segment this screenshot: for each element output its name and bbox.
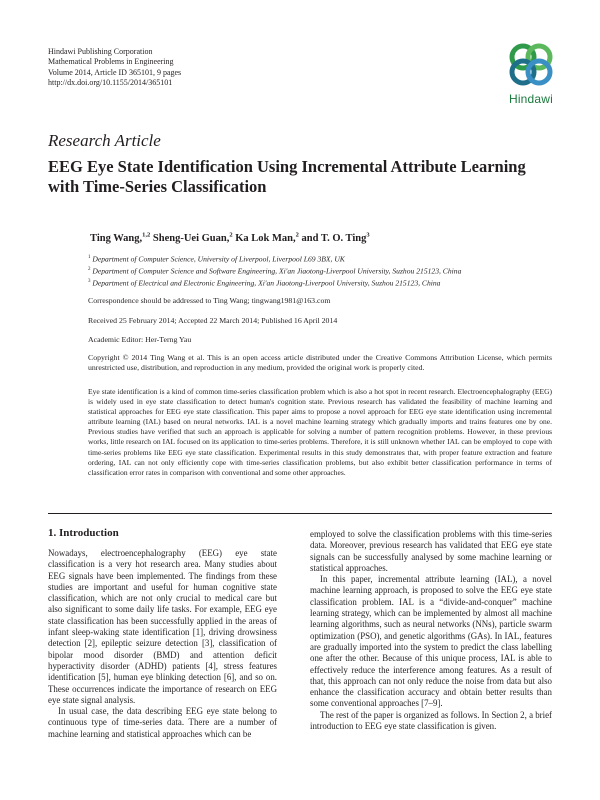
journal-name: Mathematical Problems in Engineering xyxy=(48,57,174,67)
paragraph: employed to solve the classification problems with this time-series data. Moreover, previous research has validated that EEG eye state signals can be successfully analysed by some machine learning or statistical approaches. xyxy=(310,529,552,573)
divider xyxy=(48,513,552,514)
publisher-name: Hindawi Publishing Corporation xyxy=(48,47,153,56)
left-column xyxy=(48,548,277,740)
hindawi-logo-icon xyxy=(500,40,562,92)
author-list xyxy=(90,231,370,244)
paragraph: The rest of the paper is organized as follows. In Section 2, a brief introduction to EEG eye state classification is given. xyxy=(310,709,552,732)
correspondence: Correspondence should be addressed to Ting Wang; tingwang1981@163.com xyxy=(88,296,331,305)
author-3: Ka Lok Man,$^2$ xyxy=(235,231,299,244)
volume-info: Volume 2014, Article ID 365101, 9 pages xyxy=(48,67,182,77)
author-1: Ting Wang,$^{1,2}$ xyxy=(90,231,151,244)
paper-title: EEG Eye State Identification Using Incremental Attribute Learning with Time-Series Classification xyxy=(48,157,526,196)
article-type: Research Article xyxy=(48,131,161,150)
affiliation-2: $^2$ Department of Computer Science and Software Engineering, Xi'an Jiaotong-Liverpool University, Suzhou 215123, China xyxy=(88,266,462,276)
copyright-notice: Copyright © 2014 Ting Wang et al. This is an open access article distributed under the Creative Commons Attribution License, which permits unrestricted use, distribution, and reproduction in any medium, provided the original work is properly cited. xyxy=(88,353,552,373)
abstract: Eye state identification is a kind of common time-series classification problem which is also a hot spot in recent research. Electroencephalography (EEG) is widely used in eye state classification to detect human's cognition state. Previous research has validated the feasibility of machine learning and statistical approaches for EEG eye state classification. This paper aims to propose a novel approach for EEG eye state identification using incremental attribute learning (IAL) based on neural networks. IAL is a novel machine learning strategy which gradually imports and trains features one by one. Previous studies have verified that such an approach is applicable for solving a number of pattern recognition problems. However, in these previous works, little research on IAL focused on its application to time-series problems. Therefore, it is still unknown whether IAL can be employed to cope with time-series problems like EEG eye state classification. Experimental results in this study demonstrates that, with proper feature extraction and feature ordering, IAL can not only efficiently cope with time-series classification problems, but also exhibit better classification performance in terms of classification error rates in comparison with conventional and some other approaches. xyxy=(88,387,552,477)
publication-dates: Received 25 February 2014; Accepted 22 March 2014; Published 16 April 2014 xyxy=(88,316,338,325)
paragraph: In this paper, incremental attribute learning (IAL), a novel machine learning approach, is proposed to solve the EEG eye state classification problem. IAL is a “divide-and-conquer” machine learning strategy, which can be implemented by almost all machine learning algorithms, such as neural networks (NNs), particle swarm optimization (PSO), and genetic algorithms (GAs). In IAL, features are gradually imported into the system to predict the class labelling one after the other. Because of this unique process, IAL is able to effectively reduce the interference among features. As a result of that, this approach can not only reduce the noise from data but also enhance the classification accuracy and obtain better results than some conventional approaches [7–9]. xyxy=(310,574,552,709)
paragraph: Nowadays, electroencephalography (EEG) eye state classification is a very hot research area. Many studies about EEG signals have been implemented. The findings from these studies are important and useful for human cognitive state classification, which are not only crucial to medical care but also significant to some daily life tasks. For example, EEG eye state classification has been successfully applied in the areas of infant sleep-waking state identification [1], driving drowsiness detection [2], epileptic seizure detection [3], classification of bipolar mood disorder (BMD) and attention deficit hyperactivity disorder (ADHD) patients [4], stress features identification [5], human eye blinking detection [6], and so on. These occurrences indicate the importance of research on EEG eye state signal analysis. xyxy=(48,548,277,705)
doi-link[interactable]: http://dx.doi.org/10.1155/2014/365101 xyxy=(48,78,173,88)
logo-text: Hindawi xyxy=(508,92,554,106)
hindawi-logo xyxy=(500,40,562,108)
journal-header xyxy=(48,47,181,89)
affiliation-3: $^3$ Department of Electrical and Electronic Engineering, Xi'an Jiaotong-Liverpool University, Suzhou 215123, China xyxy=(88,278,441,288)
academic-editor: Academic Editor: Her-Terng Yau xyxy=(88,335,192,344)
author-4: and T. O. Ting$^3$ xyxy=(301,231,370,244)
paragraph: In usual case, the data describing EEG eye state belong to continuous type of time-series data. There are a number of machine learning and statistical approaches which can be xyxy=(48,706,277,739)
author-2: Sheng-Uei Guan,$^2$ xyxy=(152,231,233,244)
affiliation-1: $^1$ Department of Computer Science, University of Liverpool, Liverpool L69 3BX, UK xyxy=(88,254,345,264)
section-heading: 1. Introduction xyxy=(48,527,119,539)
right-column xyxy=(310,529,552,732)
